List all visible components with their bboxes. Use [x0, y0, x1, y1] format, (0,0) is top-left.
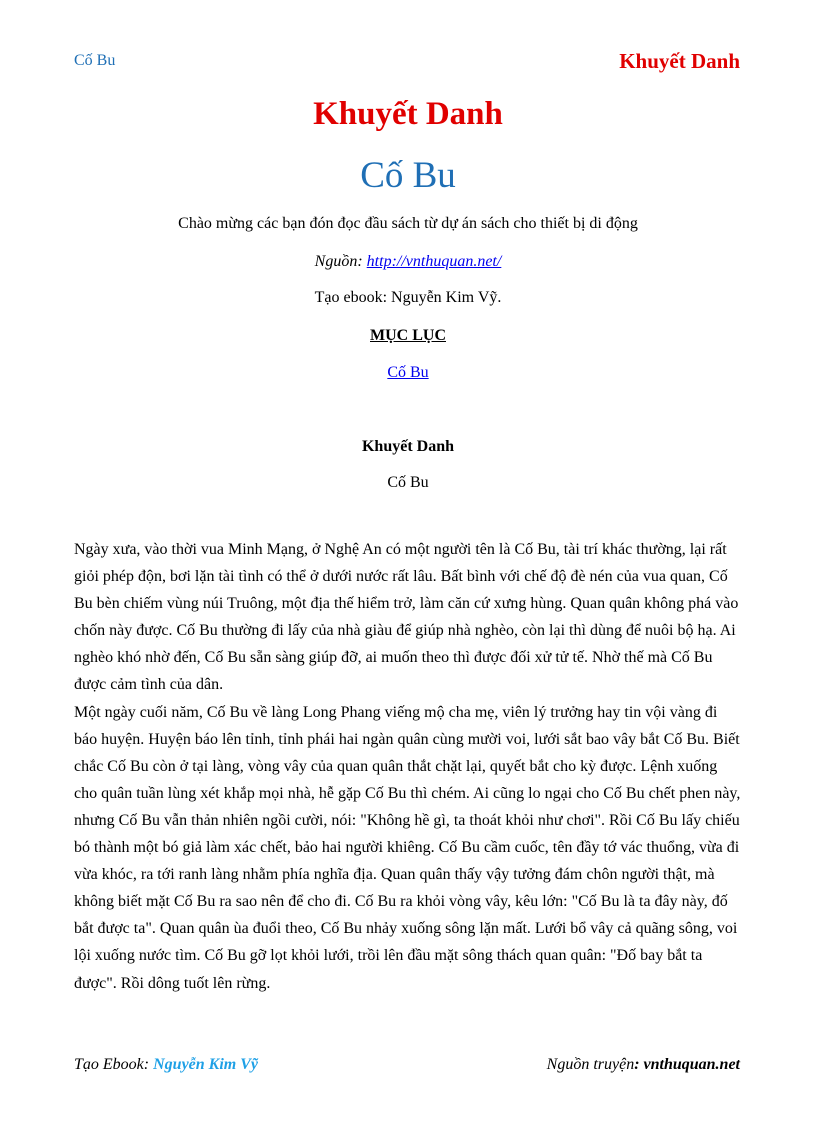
header-book-title: Cố Bu [74, 52, 116, 69]
footer-right-value: vnthuquan.net [643, 1056, 740, 1073]
source-line [0, 253, 816, 271]
toc-title: MỤC LỤC [370, 327, 446, 344]
footer-left-sep: : [143, 1056, 154, 1073]
footer-ebook-credit [74, 1056, 258, 1074]
footer-source-credit [547, 1056, 740, 1074]
section-title: Cố Bu [387, 474, 429, 491]
footer-left-label: Tạo Ebook [74, 1056, 144, 1073]
story-body [74, 536, 742, 997]
source-link[interactable]: http://vnthuquan.net/ [366, 253, 502, 270]
section-author: Khuyết Danh [361, 438, 455, 455]
footer-left-value: Nguyễn Kim Vỹ [153, 1056, 258, 1073]
creator-line: Tạo ebook: Nguyễn Kim Vỹ. [314, 289, 502, 306]
paragraph: Ngày xưa, vào thời vua Minh Mạng, ở Nghệ An có một người tên là Cố Bu, tài trí khác thường, lại rất giỏi phép độn, bơi lặn tài tình có thể ở dưới nước rất lâu. Bất bình với chế độ đè nén của vua quan, Cố Bu bèn chiếm vùng núi Truông, một địa thế hiểm trở, làm căn cứ xưng hùng. Quan quân không phá vào chốn này được. Cố Bu thường đi lấy của nhà giàu để giúp nhà nghèo, còn lại thì dùng để nuôi bộ hạ. Ai nghèo khó nhờ đến, Cố Bu sẵn sàng giúp đỡ, ai muốn theo thì được đối xử tử tế. Nhờ thế mà Cố Bu được cảm tình của dân. [74, 541, 739, 694]
page-subtitle: Cố Bu [360, 155, 456, 196]
paragraph: Một ngày cuối năm, Cố Bu về làng Long Phang viếng mộ cha mẹ, viên lý trưởng hay tin vội vàng đi báo huyện. Huyện báo lên tỉnh, tỉnh phái hai ngàn quân cùng mười voi, lưới sắt bao vây bắt Cố Bu. Biết chắc Cố Bu còn ở tại làng, vòng vây của quan quân thắt chặt lại, quyết bắt cho kỳ được. Lệnh xuống cho quân tuần lùng xét khắp mọi nhà, hễ gặp Cố Bu thì chém. Ai cũng lo ngại cho Cố Bu chết phen này, nhưng Cố Bu vẫn thản nhiên ngồi cười, nói: "Không hề gì, ta thoát khỏi như chơi". Rồi Cố Bu lấy chiếu bó thành một bó giả làm xác chết, bảo hai người khiêng. Cố Bu cầm cuốc, tên đầy tớ vác thuổng, vừa đi vừa khóc, ra tới ranh làng nhằm phía nghĩa địa. Quan quân thấy vậy tưởng đám chôn người thật, mà không biết mặt Cố Bu ra sao nên để cho đi. Cố Bu ra khỏi vòng vây, kêu lớn: "Cố Bu là ta đây này, đố bắt được ta". Quan quân ùa đuổi theo, Cố Bu nhảy xuống sông lặn mất. Lưới bổ vây cả quãng sông, voi lội xuống nước tìm. Cố Bu gỡ lọt khỏi lưới, trồi lên đầu mặt sông thách quan quân: "Đố bay bắt ta được". Rồi dông tuốt lên rừng. [74, 703, 741, 992]
footer-right-sep: : [634, 1056, 644, 1073]
footer-right-label: Nguồn truyện [546, 1056, 635, 1073]
toc-link[interactable]: Cố Bu [387, 364, 429, 381]
welcome-text: Chào mừng các bạn đón đọc đầu sách từ dự án sách cho thiết bị di động [178, 215, 638, 232]
header-author: Khuyết Danh [619, 49, 740, 73]
page-title: Khuyết Danh [313, 96, 503, 132]
source-label: Nguồn: [314, 253, 367, 270]
